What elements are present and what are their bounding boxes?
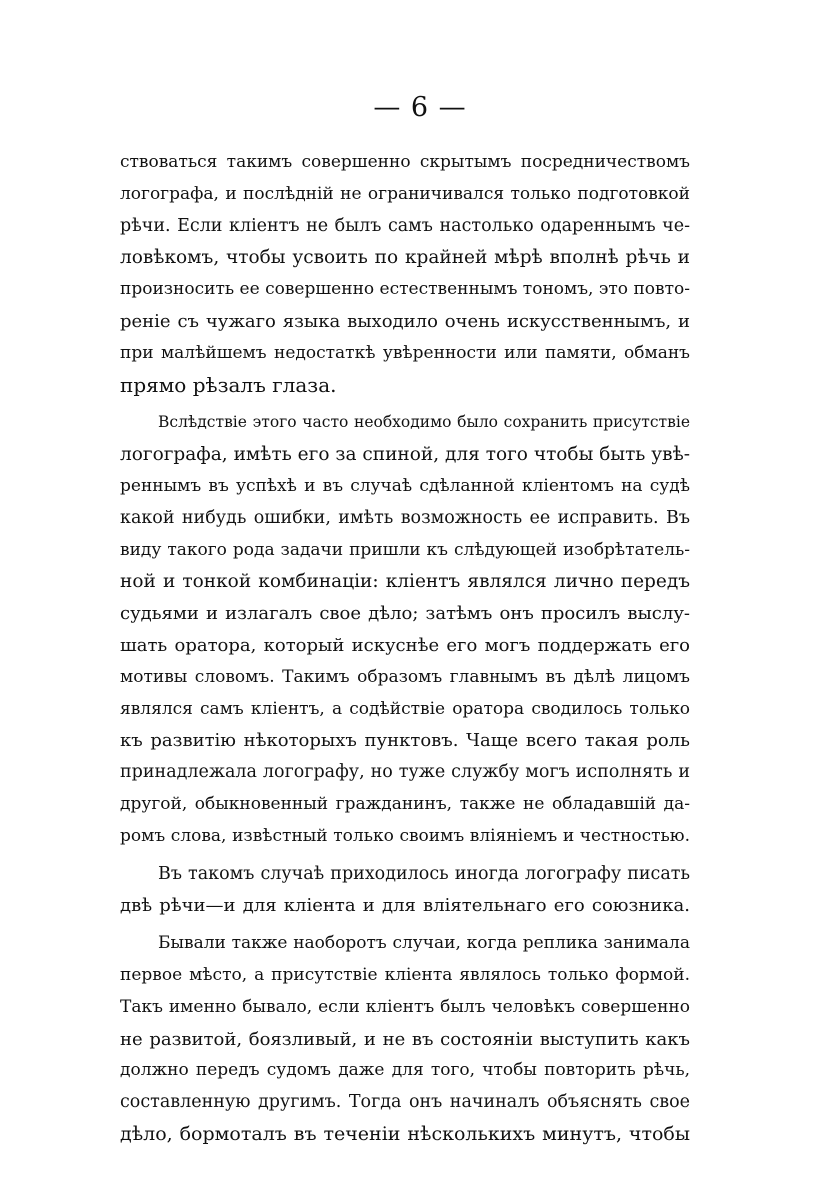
text-line: къ развитію нѣкоторыхъ пунктовъ. Чаще всего такая роль — [120, 730, 690, 752]
body-text — [120, 147, 690, 1151]
text-line: Такъ именно бывало, если кліентъ былъ человѣкъ совершенно — [120, 996, 690, 1017]
text-line: другой, обыкновенный гражданинъ, также не обладавшій да- — [120, 793, 690, 814]
text-line: Бывали также наоборотъ случаи, когда реплика занимала — [158, 933, 690, 954]
text-line: Въ такомъ случаѣ приходилось иногда логографу писать — [158, 863, 690, 884]
text-line: ной и тонкой комбинаціи: кліентъ являлся лично передъ — [120, 571, 690, 593]
text-line: прямо рѣзалъ глаза. — [120, 372, 337, 397]
text-line: не развитой, боязливый, и не въ состояніи выступить какъ — [120, 1028, 690, 1050]
text-line: ловѣкомъ, чтобы усвоить по крайней мѣрѣ вполнѣ рѣчь и — [120, 247, 690, 269]
text-line: шать оратора, который искуснѣе его могъ поддержать его — [120, 634, 690, 656]
text-line: логографа, и послѣдній не ограничивался только подготовкой — [120, 183, 690, 204]
text-line: логографа, имѣть его за спиной, для того чтобы быть увѣ- — [120, 444, 690, 466]
text-line: рѣчи. Если кліентъ не былъ самъ настолько одареннымъ че- — [120, 215, 690, 236]
text-line: судьями и излагалъ свое дѣло; затѣмъ онъ просилъ выслу- — [120, 603, 690, 625]
text-line: Вслѣдствіе этого часто необходимо было сохранить присутствіе — [158, 413, 690, 432]
paragraph-4 — [120, 928, 690, 1151]
paragraph-1 — [120, 147, 690, 401]
paragraph-3 — [120, 859, 690, 923]
text-line: мотивы словомъ. Такимъ образомъ главнымъ въ дѣлѣ лицомъ — [120, 666, 690, 687]
text-line: реніе съ чужаго языка выходило очень искусственнымъ, и — [120, 310, 690, 332]
text-line: составленную другимъ. Тогда онъ начиналъ объяснять свое — [120, 1092, 690, 1113]
text-line: ствоваться такимъ совершенно скрытымъ посредничествомъ — [120, 152, 690, 172]
text-line: ромъ слова, извѣстный только своимъ вліяніемъ и честностью. — [120, 825, 690, 846]
text-line: при малѣйшемъ недостаткѣ увѣренности или памяти, обманъ — [120, 342, 690, 363]
text-line: какой нибудь ошибки, имѣть возможность ее исправить. Въ — [120, 507, 690, 528]
text-line: первое мѣсто, а присутствіе кліента являлось только формой. — [120, 964, 690, 985]
text-line: являлся самъ кліентъ, а содѣйствіе оратора сводилось только — [120, 698, 690, 719]
text-line: виду такого рода задачи пришли къ слѣдующей изобрѣтатель- — [120, 539, 690, 560]
text-line: принадлежала логографу, но туже службу могъ исполнять и — [120, 762, 690, 783]
text-line: дѣло, бормоталъ въ теченіи нѣсколькихъ минутъ, чтобы — [120, 1122, 690, 1145]
text-line: должно передъ судомъ даже для того, чтобы повторить рѣчь, — [120, 1060, 690, 1081]
paragraph-2 — [120, 407, 690, 852]
text-line: реннымъ въ успѣхѣ и въ случаѣ сдѣланной кліентомъ на судѣ — [120, 475, 690, 496]
text-line: двѣ рѣчи—и для кліента и для вліятельнаго его союзника. — [120, 895, 690, 917]
page-number: — 6 — — [373, 92, 467, 123]
text-line: произносить ее совершенно естественнымъ тономъ, это повто- — [120, 279, 690, 300]
